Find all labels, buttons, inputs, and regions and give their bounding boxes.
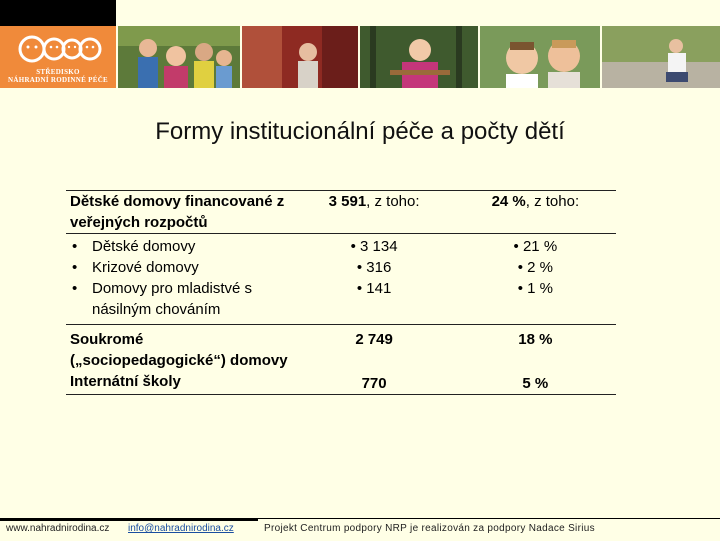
header-photo-children-group [118,26,240,88]
footer-divider [0,519,258,521]
footer [0,518,720,541]
header-photo-boy-forest [360,26,478,88]
footer-email-link[interactable]: info@nahradnirodina.cz [128,523,234,534]
footer-website-link[interactable]: www.nahradnirodina.cz [6,523,110,534]
list-item: • Dětské domovy [70,236,289,257]
logo-text-line1: STŘEDISKO [36,68,80,76]
logo-text-line2: NÁHRADNÍ RODINNÉ PÉČE [7,76,109,84]
row1-count: 3 591, z toho: [293,191,454,234]
list-item: • 1 % [459,278,612,299]
table-row [66,325,616,372]
list-item: • Domovy pro mladistvé s násilným chováním [70,278,289,320]
header-photo-child-crouching [602,26,720,88]
logo [0,26,116,88]
footer-project-note: Projekt Centrum podpory NRP je realizován za podpory Nadace Sirius [264,523,595,534]
page-title: Formy institucionální péče a počty dětí [155,118,565,145]
institutional-care-table [66,190,616,395]
row1-percent: 24 %, z toho: [455,191,616,234]
row2-percents [455,234,616,325]
list-item: • 141 [297,278,450,299]
row1-label: Dětské domovy financované z veřejných rozpočtů [66,191,293,234]
top-black-bar [0,0,116,26]
table-row [66,371,616,395]
list-item: • 21 % [459,236,612,257]
header-photo-girl-curtain [242,26,358,88]
top-strip [116,0,720,26]
row4-count: 770 [293,371,454,395]
row2-counts [293,234,454,325]
logo-faces-icon [14,32,104,66]
row3-label: Soukromé („sociopedagogické“) domovy [66,325,293,372]
row4-percent: 5 % [455,371,616,395]
table-row [66,191,616,234]
list-item: • 3 134 [297,236,450,257]
row3-count: 2 749 [293,325,454,372]
row4-label: Internátní školy [66,371,293,395]
list-item: • Krizové domovy [70,257,289,278]
header-photo-two-boys [480,26,600,88]
row2-items [66,234,293,325]
list-item: • 316 [297,257,450,278]
table-row [66,234,616,325]
list-item: • 2 % [459,257,612,278]
row3-percent: 18 % [455,325,616,372]
